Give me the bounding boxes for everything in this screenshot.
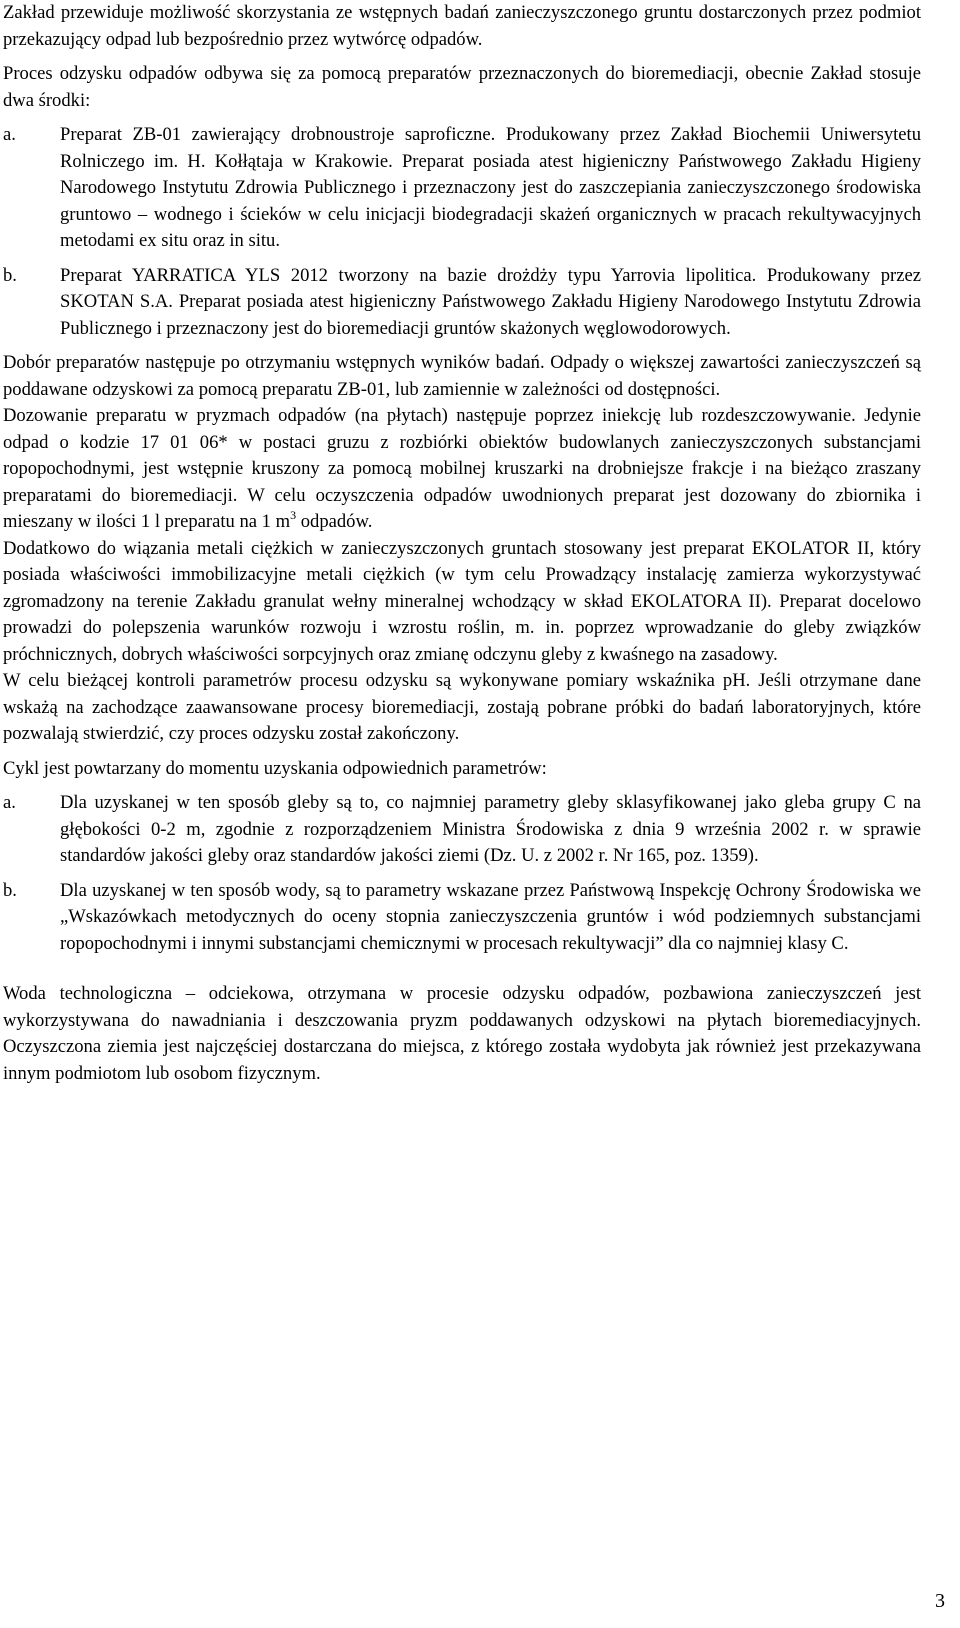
preparation-item-a — [3, 122, 921, 255]
list-item-text: Preparat ZB-01 zawierający drobnoustroje saproficzne. Produkowany przez Zakład Biochemii Uniwersytetu Rolniczego im. H. Kołłątaja w Krakowie. Preparat posiada atest higieniczny Państwowego Zakładu Higieny Narodowego Instytutu Zdrowia Publicznego i przeznaczony jest do zaszczepiania zanieczyszczonego środowiska gruntowo – wodnego i ścieków w celu inicjacji biodegradacji skażeń organicznych w pracach rekultywacyjnych metodami ex situ oraz in situ. — [60, 124, 921, 251]
ekolator-paragraph: Dodatkowo do wiązania metali ciężkich w zanieczyszczonych gruntach stosowany jest preparat EKOLATOR II, który posiada właściwości immobilizacyjne metali ciężkich (w tym celu Prowadzący instalację zamierza wykorzystywać zgromadzony na terenie Zakładu granulat wełny mineralnej wchodzący w skład EKOLATORA II). Preparat docelowo prowadzi do polepszenia warunków rozwoju i wzrostu roślin, m. in. poprzez wprowadzanie do gleby związków próchnicznych, dobrych właściwości sorpcyjnych oraz zmianę odczynu gleby z kwaśnego na zasadowy. — [3, 537, 921, 665]
water-paragraph: Woda technologiczna – odciekowa, otrzymana w procesie odzysku odpadów, pozbawiona zanieczyszczeń jest wykorzystywana do nawadniania i deszczowania pryzm poddawanych odzyskowi na płytach bioremediacyjnych. Oczyszczona ziemia jest najczęściej dostarczana do miejsca, z którego została wydobyta jak również jest przekazywana innym podmiotom lub osobom fizycznym. — [3, 983, 921, 1084]
list-label: b. — [3, 264, 17, 286]
cycle-intro-paragraph: Cykl jest powtarzany do momentu uzyskania odpowiednich parametrów: — [3, 757, 547, 779]
list-item-text: Preparat YARRATICA YLS 2012 tworzony na bazie drożdży typu Yarrovia lipolitica. Produkowany przez SKOTAN S.A. Preparat posiada atest higieniczny Państwowego Zakładu Higieny Narodowego Instytutu Zdrowia Publicznego i przeznaczony jest do bioremediacji gruntów skażonych węglowodorowych. — [60, 264, 921, 339]
list-label: a. — [3, 124, 16, 145]
monitoring-paragraph: W celu bieżącej kontroli parametrów procesu odzysku są wykonywane pomiary wskaźnika pH. Jeśli otrzymane dane wskażą na zachodzące zaawansowane procesy bioremediacji, zostają pobrane próbki do badań laboratoryjnych, które pozwalają stwierdzić, czy proces odzysku został zakończony. — [3, 670, 921, 744]
condition-item-b — [3, 878, 921, 958]
intro-paragraph-1: Zakład przewiduje możliwość skorzystania ze wstępnych badań zanieczyszczonego gruntu dostarczonych przez podmiot przekazujący odpad lub bezpośrednio przez wytwórcę odpadów. — [3, 2, 921, 50]
document-page — [3, 0, 921, 1087]
dosing-text-end: odpadów. — [296, 511, 373, 532]
list-label: b. — [3, 879, 17, 901]
preparation-item-b — [3, 263, 921, 343]
dosing-paragraph — [3, 403, 921, 536]
page-number: 3 — [935, 1590, 945, 1612]
condition-item-a — [3, 790, 921, 870]
selection-paragraph: Dobór preparatów następuje po otrzymaniu wstępnych wyników badań. Odpady o większej zawartości zanieczyszczeń są poddawane odzyskowi za pomocą preparatu ZB-01, lub zamiennie w zależności od dostępności. — [3, 352, 921, 400]
list-item-text: Dla uzyskanej w ten sposób gleby są to, co najmniej parametry gleby sklasyfikowanej jako gleba grupy C na głębokości 0-2 m, zgodnie z rozporządzeniem Ministra Środowiska z dnia 9 września 2002 r. w sprawie standardów jakości gleby oraz standardów jakości ziemi (Dz. U. z 2002 r. Nr 165, poz. 1359). — [60, 792, 921, 866]
superscript-exponent: 3 — [290, 508, 297, 522]
list-label: a. — [3, 792, 16, 813]
dosing-text: Dozowanie preparatu w pryzmach odpadów (na płytach) następuje poprzez iniekcję lub rozdeszczowywanie. Jedynie odpad o kodzie 17 01 06* w postaci gruzu z rozbiórki obiektów budowlanych zanieczyszczonych substancjami ropopochodnymi, jest wstępnie kruszony za pomocą mobilnej kruszarki na drobniejsze frakcje i na bieżąco zraszany preparatami do bioremediacji. W celu oczyszczenia odpadów uwodnionych preparat jest dozowany do zbiornika i mieszany w ilości 1 l preparatu na 1 m — [3, 405, 921, 532]
intro-paragraph-2: Proces odzysku odpadów odbywa się za pomocą preparatów przeznaczonych do bioremediacji, obecnie Zakład stosuje dwa środki: — [3, 63, 921, 111]
list-item-text: Dla uzyskanej w ten sposób wody, są to parametry wskazane przez Państwową Inspekcję Ochrony Środowiska we „Wskazówkach metodycznych do oceny stopnia zanieczyszczenia gruntów i wód podziemnych substancjami ropopochodnymi i innymi substancjami chemicznymi w procesach rekultywacji” dla co najmniej klasy C. — [60, 879, 921, 954]
